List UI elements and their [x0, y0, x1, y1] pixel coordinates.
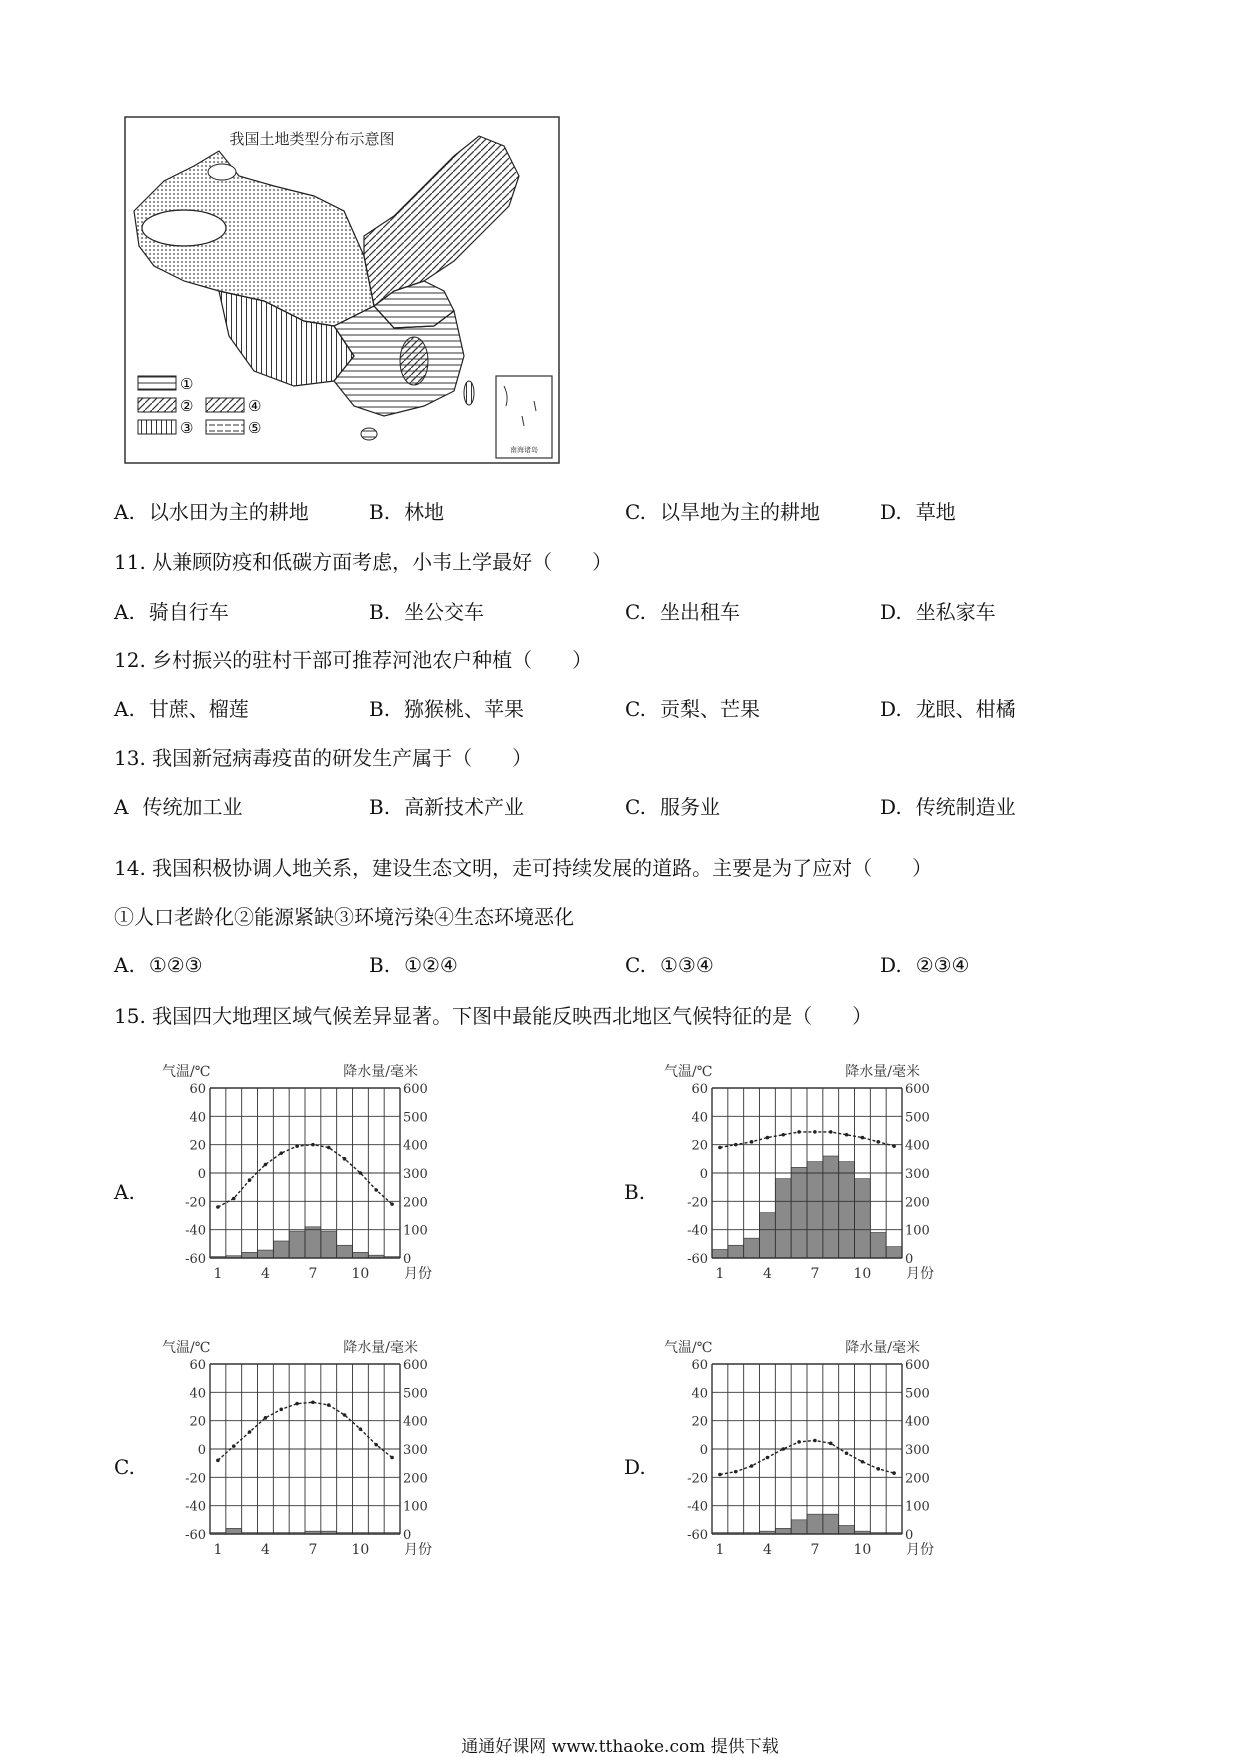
temp-tick-label: -60 [687, 1252, 708, 1267]
temp-tick-label: -20 [185, 1471, 206, 1487]
q12-option-d[interactable]: D. 龙眼、柑橘 [880, 697, 1016, 721]
temperature-point [295, 1144, 299, 1148]
precip-bar [886, 1247, 902, 1258]
q14-sub: ①人口老龄化②能源紧缺③环境污染④生态环境恶化 [114, 905, 574, 929]
precip-bar [823, 1156, 839, 1258]
legend-swatch-3 [138, 420, 176, 434]
chart-temp-axis-title: 气温/℃ [162, 1340, 211, 1356]
precip-tick-label: 300 [403, 1167, 428, 1182]
precip-tick-label: 0 [403, 1252, 412, 1267]
precip-tick-label: 0 [403, 1528, 412, 1543]
precip-bar [305, 1227, 321, 1258]
temp-tick-label: -40 [687, 1499, 708, 1515]
precip-bar [791, 1520, 807, 1534]
precip-bar [791, 1167, 807, 1258]
temperature-point [374, 1188, 378, 1192]
legend-label-1: ① [180, 375, 194, 393]
legend-label-5: ⑤ [248, 419, 262, 437]
temp-tick-label: 20 [189, 1414, 206, 1430]
legend-label-3: ③ [180, 419, 194, 437]
chart-temp-axis-title: 气温/℃ [664, 1340, 713, 1356]
map-title: 我国土地类型分布示意图 [229, 130, 395, 148]
month-axis-title: 月份 [906, 1542, 934, 1558]
precip-bar [273, 1241, 289, 1258]
month-tick-label: 1 [213, 1266, 223, 1282]
temperature-point [845, 1451, 849, 1455]
precip-tick-label: 300 [905, 1167, 930, 1182]
precip-tick-label: 200 [403, 1195, 428, 1211]
month-tick-label: 4 [762, 1266, 772, 1282]
q11-option-a[interactable]: A. 骑自行车 [114, 600, 229, 624]
precip-tick-label: 0 [905, 1528, 914, 1543]
month-tick-label: 10 [351, 1266, 370, 1282]
q12-option-c[interactable]: C. 贡梨、芒果 [625, 697, 760, 721]
precip-bar [870, 1233, 886, 1259]
month-tick-label: 1 [213, 1542, 223, 1558]
temperature-point [232, 1197, 236, 1201]
chart-a-letter[interactable]: A. [114, 1180, 135, 1204]
temperature-point [718, 1146, 722, 1150]
month-axis-title: 月份 [906, 1266, 934, 1282]
precip-tick-label: 100 [403, 1223, 428, 1239]
q11-option-b[interactable]: B. 坐公交车 [369, 600, 485, 624]
q12-stem: 12. 乡村振兴的驻村干部可推荐河池农户种植（ ） [114, 648, 593, 672]
temperature-point [829, 1442, 833, 1446]
chart-b-letter[interactable]: B. [624, 1180, 646, 1204]
precip-bar [855, 1179, 871, 1258]
temperature-point [734, 1470, 738, 1474]
temperature-point [797, 1440, 801, 1444]
precip-tick-label: 100 [905, 1223, 930, 1239]
q13-option-b[interactable]: B. 高新技术产业 [369, 795, 525, 819]
month-tick-label: 4 [260, 1266, 270, 1282]
q13-stem: 13. 我国新冠病毒疫苗的研发生产属于（ ） [114, 746, 533, 770]
map-basin [142, 210, 226, 246]
q14-option-d[interactable]: D. ②③④ [880, 953, 970, 977]
temp-tick-label: 20 [189, 1138, 206, 1154]
month-tick-label: 7 [308, 1542, 318, 1558]
month-tick-label: 10 [351, 1542, 370, 1558]
temperature-point [734, 1143, 738, 1147]
chart-temp-axis-title: 气温/℃ [664, 1064, 713, 1080]
temp-tick-label: -20 [185, 1195, 206, 1211]
precip-bar [242, 1252, 258, 1258]
temp-tick-label: 0 [197, 1167, 206, 1182]
chart-a-svg [160, 1060, 460, 1290]
temperature-point [216, 1459, 220, 1463]
temperature-point [390, 1456, 394, 1460]
month-tick-label: 7 [308, 1266, 318, 1282]
legend-label-2: ② [180, 397, 194, 415]
q13-option-c[interactable]: C. 服务业 [625, 795, 720, 819]
temperature-point [813, 1439, 817, 1443]
temperature-point [343, 1413, 347, 1417]
chart-d [662, 1336, 962, 1566]
page-footer: 通通好课网 www.tthaoke.com 提供下载 [461, 1737, 779, 1757]
precip-bar [807, 1162, 823, 1258]
temp-tick-label: -60 [185, 1252, 206, 1267]
temperature-point [892, 1144, 896, 1148]
chart-c [160, 1336, 460, 1566]
map-lake-region [400, 337, 428, 385]
q15-stem: 15. 我国四大地理区域气候差异显著。下图中最能反映西北地区气候特征的是（ ） [114, 1004, 873, 1028]
precip-tick-label: 0 [905, 1252, 914, 1267]
q10-option-c[interactable]: C. 以旱地为主的耕地 [625, 500, 820, 524]
legend-swatch-4 [206, 398, 244, 412]
precip-bar [353, 1252, 369, 1258]
temperature-point [295, 1402, 299, 1406]
chart-b-svg [662, 1060, 962, 1290]
precip-tick-label: 200 [403, 1471, 428, 1487]
q13-option-a[interactable]: A 传统加工业 [114, 795, 243, 819]
temp-tick-label: 20 [691, 1414, 708, 1430]
temp-tick-label: -60 [687, 1528, 708, 1543]
precip-tick-label: 500 [905, 1110, 930, 1126]
precip-bar [712, 1250, 728, 1259]
temp-tick-label: 60 [189, 1358, 206, 1373]
precip-bar [823, 1514, 839, 1534]
chart-precip-axis-title: 降水量/毫米 [845, 1340, 920, 1356]
temperature-point [343, 1157, 347, 1161]
q11-option-d[interactable]: D. 坐私家车 [880, 600, 996, 624]
q12-option-b[interactable]: B. 猕猴桃、苹果 [369, 697, 525, 721]
temp-tick-label: 0 [699, 1443, 708, 1458]
precip-bar [321, 1231, 337, 1258]
month-tick-label: 4 [762, 1542, 772, 1558]
map-taiwan [464, 381, 474, 405]
temperature-point [718, 1473, 722, 1477]
precip-tick-label: 400 [905, 1414, 930, 1430]
temp-tick-label: 20 [691, 1138, 708, 1154]
temperature-point [781, 1133, 785, 1137]
q14-option-b[interactable]: B. ①②④ [369, 953, 458, 977]
q12-option-a[interactable]: A. 甘蔗、榴莲 [114, 697, 249, 721]
legend-swatch-5 [206, 420, 244, 434]
temp-tick-label: -40 [185, 1499, 206, 1515]
chart-b [662, 1060, 962, 1290]
temperature-point [750, 1140, 754, 1144]
precip-bar [807, 1514, 823, 1534]
temperature-point [861, 1460, 865, 1464]
temperature-point [374, 1443, 378, 1447]
temperature-point [876, 1140, 880, 1144]
precip-tick-label: 200 [905, 1195, 930, 1211]
temperature-point [797, 1130, 801, 1134]
precip-bar [258, 1250, 274, 1258]
temperature-point [279, 1408, 283, 1412]
precip-tick-label: 600 [403, 1082, 428, 1097]
temp-tick-label: 40 [189, 1386, 206, 1402]
precip-bar [226, 1528, 242, 1534]
temperature-point [892, 1471, 896, 1475]
temperature-point [359, 1427, 363, 1431]
chart-temp-axis-title: 气温/℃ [162, 1064, 211, 1080]
precip-tick-label: 300 [403, 1443, 428, 1458]
precip-tick-label: 300 [905, 1443, 930, 1458]
land-type-map-svg [124, 116, 560, 464]
precip-tick-label: 400 [403, 1414, 428, 1430]
precip-bar [728, 1245, 744, 1258]
legend-swatch-2 [138, 398, 176, 412]
temperature-point [232, 1444, 236, 1448]
temperature-point [390, 1202, 394, 1206]
q10-option-b[interactable]: B. 林地 [369, 500, 445, 524]
temperature-point [279, 1151, 283, 1155]
temperature-point [766, 1456, 770, 1460]
precip-bar [744, 1238, 760, 1258]
temperature-point [359, 1171, 363, 1175]
precip-tick-label: 600 [905, 1358, 930, 1373]
precip-bar [775, 1179, 791, 1258]
temperature-point [216, 1205, 220, 1209]
month-tick-label: 4 [260, 1542, 270, 1558]
precip-tick-label: 500 [905, 1386, 930, 1402]
legend-swatch-1 [138, 376, 176, 390]
precip-bar [839, 1162, 855, 1258]
q14-option-c[interactable]: C. ①③④ [625, 953, 714, 977]
land-type-map [124, 116, 560, 464]
temperature-point [311, 1143, 315, 1147]
month-axis-title: 月份 [404, 1542, 432, 1558]
precip-bar [760, 1213, 776, 1258]
month-tick-label: 7 [810, 1266, 820, 1282]
chart-a [160, 1060, 460, 1290]
month-tick-label: 10 [853, 1266, 872, 1282]
q13-option-d[interactable]: D. 传统制造业 [880, 795, 1016, 819]
precip-bar [337, 1245, 353, 1258]
month-tick-label: 1 [715, 1266, 725, 1282]
temperature-point [750, 1464, 754, 1468]
chart-c-svg [160, 1336, 460, 1566]
precip-tick-label: 200 [905, 1471, 930, 1487]
temperature-point [829, 1130, 833, 1134]
temperature-point [327, 1403, 331, 1407]
temp-tick-label: -20 [687, 1471, 708, 1487]
temp-tick-label: 40 [691, 1386, 708, 1402]
legend-label-4: ④ [248, 397, 262, 415]
q14-stem: 14. 我国积极协调人地关系，建设生态文明，走可持续发展的道路。主要是为了应对（ ） [114, 856, 933, 880]
chart-precip-axis-title: 降水量/毫米 [343, 1064, 418, 1080]
precip-tick-label: 600 [403, 1358, 428, 1373]
precip-bar [775, 1528, 791, 1534]
temp-tick-label: -40 [185, 1223, 206, 1239]
chart-c-letter[interactable]: C. [114, 1455, 135, 1479]
precip-tick-label: 400 [403, 1138, 428, 1154]
temp-tick-label: 60 [691, 1358, 708, 1373]
q14-option-a[interactable]: A. ①②③ [114, 953, 203, 977]
chart-d-letter[interactable]: D. [624, 1455, 646, 1479]
map-basin-north [208, 164, 236, 180]
chart-d-svg [662, 1336, 962, 1566]
temp-tick-label: -20 [687, 1195, 708, 1211]
temperature-point [248, 1430, 252, 1434]
precip-tick-label: 100 [905, 1499, 930, 1515]
temperature-point [248, 1178, 252, 1182]
precip-bar [289, 1231, 305, 1258]
temp-tick-label: 0 [197, 1443, 206, 1458]
precip-tick-label: 600 [905, 1082, 930, 1097]
temp-tick-label: 40 [189, 1110, 206, 1126]
q11-stem: 11. 从兼顾防疫和低碳方面考虑，小韦上学最好（ ） [114, 550, 613, 574]
precip-tick-label: 400 [905, 1138, 930, 1154]
temp-tick-label: -40 [687, 1223, 708, 1239]
precip-tick-label: 500 [403, 1110, 428, 1126]
temperature-point [781, 1447, 785, 1451]
temp-tick-label: 0 [699, 1167, 708, 1182]
temperature-point [311, 1400, 315, 1404]
q10-option-a[interactable]: A. 以水田为主的耕地 [114, 500, 309, 524]
temperature-point [766, 1136, 770, 1140]
q11-option-c[interactable]: C. 坐出租车 [625, 600, 740, 624]
temperature-point [264, 1416, 268, 1420]
month-axis-title: 月份 [404, 1266, 432, 1282]
temp-tick-label: 60 [691, 1082, 708, 1097]
month-tick-label: 7 [810, 1542, 820, 1558]
map-inset-label: 南海诸岛 [510, 446, 538, 454]
temperature-point [327, 1146, 331, 1150]
temp-tick-label: -60 [185, 1528, 206, 1543]
precip-tick-label: 100 [403, 1499, 428, 1515]
temperature-point [876, 1467, 880, 1471]
temperature-point [264, 1163, 268, 1167]
chart-precip-axis-title: 降水量/毫米 [845, 1064, 920, 1080]
map-hainan [361, 428, 377, 440]
chart-precip-axis-title: 降水量/毫米 [343, 1340, 418, 1356]
month-tick-label: 1 [715, 1542, 725, 1558]
precip-tick-label: 500 [403, 1386, 428, 1402]
temperature-point [813, 1130, 817, 1134]
precip-bar [839, 1526, 855, 1535]
temp-tick-label: 60 [189, 1082, 206, 1097]
q10-option-d[interactable]: D. 草地 [880, 500, 956, 524]
month-tick-label: 10 [853, 1542, 872, 1558]
temp-tick-label: 40 [691, 1110, 708, 1126]
temperature-point [845, 1133, 849, 1137]
temperature-point [861, 1136, 865, 1140]
